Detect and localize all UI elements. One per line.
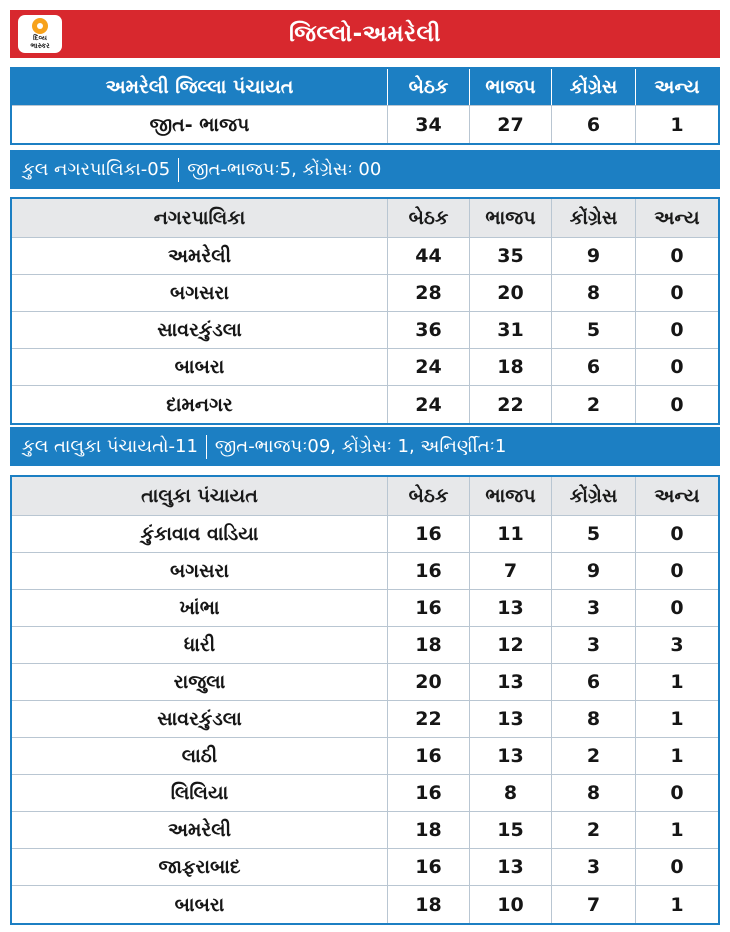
sun-icon bbox=[32, 18, 48, 34]
municipality-summary-banner bbox=[10, 150, 720, 189]
table-row bbox=[12, 775, 718, 812]
table-row bbox=[12, 590, 718, 627]
name-cell: બાબરા bbox=[12, 886, 388, 923]
seats-cell: 18 bbox=[388, 627, 470, 663]
others-cell: 0 bbox=[670, 597, 684, 619]
bjp-cell: 7 bbox=[470, 553, 552, 589]
seats-cell: 16 bbox=[388, 849, 470, 885]
column-header-others: અન્ય bbox=[654, 76, 700, 98]
table-header-row bbox=[12, 199, 718, 238]
congress-cell: 7 bbox=[552, 886, 636, 923]
table-header-row bbox=[12, 69, 718, 106]
seats-cell: 16 bbox=[388, 738, 470, 774]
congress-cell: 9 bbox=[552, 238, 636, 274]
others-cell: 1 bbox=[670, 819, 684, 841]
others-cell: 0 bbox=[670, 319, 684, 341]
seats-cell: 24 bbox=[388, 386, 470, 423]
taluka-result-label: જીત-ભાજપઃ09, કોંગ્રેસઃ 1, અનિર્ણીતઃ1 bbox=[214, 436, 507, 457]
congress-cell: 8 bbox=[552, 701, 636, 737]
congress-cell: 3 bbox=[552, 849, 636, 885]
column-header-bjp: ભાજપ bbox=[470, 199, 552, 237]
column-header-others: અન્ય bbox=[654, 207, 700, 229]
logo-text-line1: દિવ્ય bbox=[33, 34, 47, 42]
column-header-congress: કોંગ્રેસ bbox=[552, 199, 636, 237]
congress-cell: 2 bbox=[552, 386, 636, 423]
municipality-result-label: જીત-ભાજપઃ5, કોંગ્રેસઃ 00 bbox=[187, 159, 382, 180]
others-cell: 1 bbox=[670, 708, 684, 730]
congress-cell: 5 bbox=[552, 312, 636, 348]
others-cell: 1 bbox=[670, 671, 684, 693]
taluka-summary-banner bbox=[10, 427, 720, 466]
bjp-cell: 8 bbox=[470, 775, 552, 811]
others-cell: 1 bbox=[670, 113, 684, 136]
taluka-panchayat-table bbox=[10, 475, 720, 925]
seats-cell: 16 bbox=[388, 516, 470, 552]
bjp-cell: 13 bbox=[470, 849, 552, 885]
table-header-row bbox=[12, 477, 718, 516]
bjp-cell: 15 bbox=[470, 812, 552, 848]
column-header-congress: કોંગ્રેસ bbox=[552, 69, 636, 105]
seats-cell: 22 bbox=[388, 701, 470, 737]
others-cell: 0 bbox=[670, 356, 684, 378]
name-cell: બગસરા bbox=[12, 275, 388, 311]
others-cell: 0 bbox=[670, 282, 684, 304]
seats-cell: 20 bbox=[388, 664, 470, 700]
seats-cell: 18 bbox=[388, 886, 470, 923]
congress-cell: 6 bbox=[552, 106, 636, 143]
congress-cell: 2 bbox=[552, 812, 636, 848]
name-cell: લિલિયા bbox=[12, 775, 388, 811]
name-cell: સાવરકુંડલા bbox=[12, 701, 388, 737]
others-cell: 0 bbox=[670, 782, 684, 804]
name-cell: જાફરાબાદ bbox=[12, 849, 388, 885]
others-cell: 0 bbox=[670, 856, 684, 878]
congress-cell: 3 bbox=[552, 590, 636, 626]
table-row bbox=[12, 312, 718, 349]
name-cell: બાબરા bbox=[12, 349, 388, 385]
name-cell: રાજુલા bbox=[12, 664, 388, 700]
congress-cell: 8 bbox=[552, 775, 636, 811]
table-row bbox=[12, 349, 718, 386]
seats-cell: 16 bbox=[388, 775, 470, 811]
seats-cell: 34 bbox=[388, 106, 470, 143]
table-row bbox=[12, 738, 718, 775]
bjp-cell: 22 bbox=[470, 386, 552, 423]
table-row bbox=[12, 275, 718, 312]
bjp-cell: 11 bbox=[470, 516, 552, 552]
column-header-bjp: ભાજપ bbox=[470, 69, 552, 105]
column-header-name: તાલુકા પંચાયત bbox=[12, 477, 388, 515]
table-row bbox=[12, 886, 718, 923]
table-row bbox=[12, 664, 718, 701]
bjp-cell: 18 bbox=[470, 349, 552, 385]
bjp-cell: 13 bbox=[470, 664, 552, 700]
seats-cell: 44 bbox=[388, 238, 470, 274]
title-bar bbox=[10, 10, 720, 58]
table-row bbox=[12, 106, 718, 143]
table-row bbox=[12, 812, 718, 849]
divya-bhaskar-logo bbox=[18, 15, 62, 53]
column-header-others: અન્ય bbox=[654, 485, 700, 507]
others-cell: 1 bbox=[670, 745, 684, 767]
others-cell: 3 bbox=[670, 634, 684, 656]
column-header-seats: બેઠક bbox=[388, 477, 470, 515]
others-cell: 0 bbox=[670, 393, 684, 416]
name-cell: દામનગર bbox=[12, 386, 388, 423]
others-cell: 1 bbox=[670, 893, 684, 916]
name-cell: ખાંભા bbox=[12, 590, 388, 626]
banner-divider bbox=[206, 435, 207, 459]
others-cell: 0 bbox=[670, 560, 684, 582]
name-cell: ધારી bbox=[12, 627, 388, 663]
table-row bbox=[12, 701, 718, 738]
seats-cell: 16 bbox=[388, 590, 470, 626]
table-row bbox=[12, 849, 718, 886]
bjp-cell: 35 bbox=[470, 238, 552, 274]
page-title: જિલ્લો-અમરેલી bbox=[289, 21, 441, 47]
bjp-cell: 31 bbox=[470, 312, 552, 348]
bjp-cell: 27 bbox=[470, 106, 552, 143]
bjp-cell: 13 bbox=[470, 738, 552, 774]
name-cell: કુંકાવાવ વાડિયા bbox=[12, 516, 388, 552]
bjp-cell: 13 bbox=[470, 590, 552, 626]
congress-cell: 3 bbox=[552, 627, 636, 663]
seats-cell: 36 bbox=[388, 312, 470, 348]
seats-cell: 28 bbox=[388, 275, 470, 311]
others-cell: 0 bbox=[670, 523, 684, 545]
others-cell: 0 bbox=[670, 245, 684, 267]
seats-cell: 24 bbox=[388, 349, 470, 385]
taluka-total-label: કુલ તાલુકા પંચાયતો-11 bbox=[22, 436, 198, 457]
congress-cell: 6 bbox=[552, 349, 636, 385]
bjp-cell: 13 bbox=[470, 701, 552, 737]
column-header-seats: બેઠક bbox=[388, 69, 470, 105]
column-header-name: અમરેલી જિલ્લા પંચાયત bbox=[12, 69, 388, 105]
district-panchayat-table bbox=[10, 67, 720, 145]
congress-cell: 5 bbox=[552, 516, 636, 552]
name-cell: સાવરકુંડલા bbox=[12, 312, 388, 348]
column-header-congress: કોંગ્રેસ bbox=[552, 477, 636, 515]
table-row bbox=[12, 516, 718, 553]
table-row bbox=[12, 386, 718, 423]
table-row bbox=[12, 238, 718, 275]
bjp-cell: 10 bbox=[470, 886, 552, 923]
banner-divider bbox=[178, 158, 179, 182]
name-cell: અમરેલી bbox=[12, 812, 388, 848]
municipality-total-label: કુલ નગરપાલિકા-05 bbox=[22, 159, 171, 180]
bjp-cell: 20 bbox=[470, 275, 552, 311]
logo-text-line2: ભાસ્કર bbox=[30, 42, 50, 50]
table-row bbox=[12, 553, 718, 590]
seats-cell: 18 bbox=[388, 812, 470, 848]
congress-cell: 9 bbox=[552, 553, 636, 589]
municipality-table bbox=[10, 197, 720, 425]
name-cell: જીત- ભાજપ bbox=[12, 106, 388, 143]
congress-cell: 8 bbox=[552, 275, 636, 311]
column-header-seats: બેઠક bbox=[388, 199, 470, 237]
name-cell: લાઠી bbox=[12, 738, 388, 774]
column-header-name: નગરપાલિકા bbox=[12, 199, 388, 237]
table-row bbox=[12, 627, 718, 664]
name-cell: બગસરા bbox=[12, 553, 388, 589]
seats-cell: 16 bbox=[388, 553, 470, 589]
column-header-bjp: ભાજપ bbox=[470, 477, 552, 515]
bjp-cell: 12 bbox=[470, 627, 552, 663]
congress-cell: 6 bbox=[552, 664, 636, 700]
congress-cell: 2 bbox=[552, 738, 636, 774]
name-cell: અમરેલી bbox=[12, 238, 388, 274]
